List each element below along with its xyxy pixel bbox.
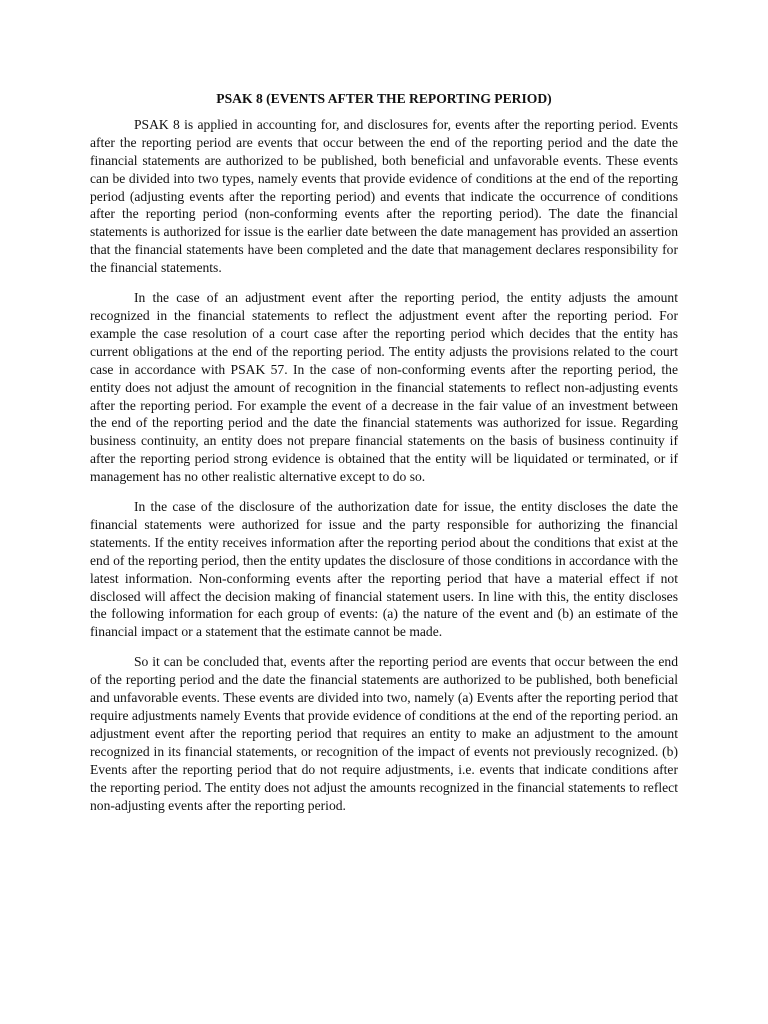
paragraph-intro: PSAK 8 is applied in accounting for, and disclosures for, events after the reporting period. Events after the reporting period are events that occur between the end of the reporting period and the date the financial statements are authorized to be published, both beneficial and unfavorable events. These events can be divided into two types, namely events that provide evidence of conditions at the end of the reporting period (adjusting events after the reporting period) and events that indicate the occurrence of conditions after the reporting period (non-conforming events after the reporting period). The date the financial statements is authorized for issue is the earlier date between the date management has provided an assertion that the financial statements have been completed and the date that management declares responsibility for the financial statements.: [90, 116, 678, 276]
document-title: PSAK 8 (EVENTS AFTER THE REPORTING PERIOD): [216, 91, 552, 106]
document-page: [90, 90, 678, 826]
paragraph-disclosure: In the case of the disclosure of the authorization date for issue, the entity discloses the date the financial statements were authorized for issue and the party responsible for authorizing the financial statements. If the entity receives information after the reporting period about the conditions that exist at the end of the reporting period, then the entity updates the disclosure of those conditions in accordance with the latest information. Non-conforming events after the reporting period that have a material effect if not disclosed will affect the decision making of financial statement users. In line with this, the entity discloses the following information for each group of events: (a) the nature of the event and (b) an estimate of the financial impact or a statement that the estimate cannot be made.: [90, 499, 678, 640]
paragraph-conclusion: So it can be concluded that, events after the reporting period are events that occur between the end of the reporting period and the date the financial statements are authorized to be published, both beneficial and unfavorable events. These events are divided into two, namely (a) Events after the reporting period that require adjustments namely Events that provide evidence of conditions at the end of the reporting period. an adjustment event after the reporting period that requires an entity to make an adjustment to the amount recognized in its financial statements, or recognition of the impact of events not previously recognized. (b) Events after the reporting period that do not require adjustments, i.e. events that indicate conditions after the reporting period. The entity does not adjust the amounts recognized in the financial statements to reflect non-adjusting events after the reporting period.: [90, 654, 678, 813]
paragraph-adjustment-event: In the case of an adjustment event after the reporting period, the entity adjusts the amount recognized in the financial statements to reflect the adjustment event after the reporting period. For example the case resolution of a court case after the reporting period which decides that the entity has current obligations at the end of the reporting period. The entity adjusts the provisions related to the court case in accordance with PSAK 57. In the case of non-conforming events after the reporting period, the entity does not adjust the amount of recognition in the financial statements to reflect non-adjusting events after the reporting period. For example the event of a decrease in the fair value of an investment between the end of the reporting period and the date the financial statements was authorized for issue. Regarding business continuity, an entity does not prepare financial statements on the basis of business continuity if after the reporting period strong evidence is obtained that the entity will be liquidated or terminated, or if management has no other realistic alternative except to do so.: [90, 290, 678, 485]
